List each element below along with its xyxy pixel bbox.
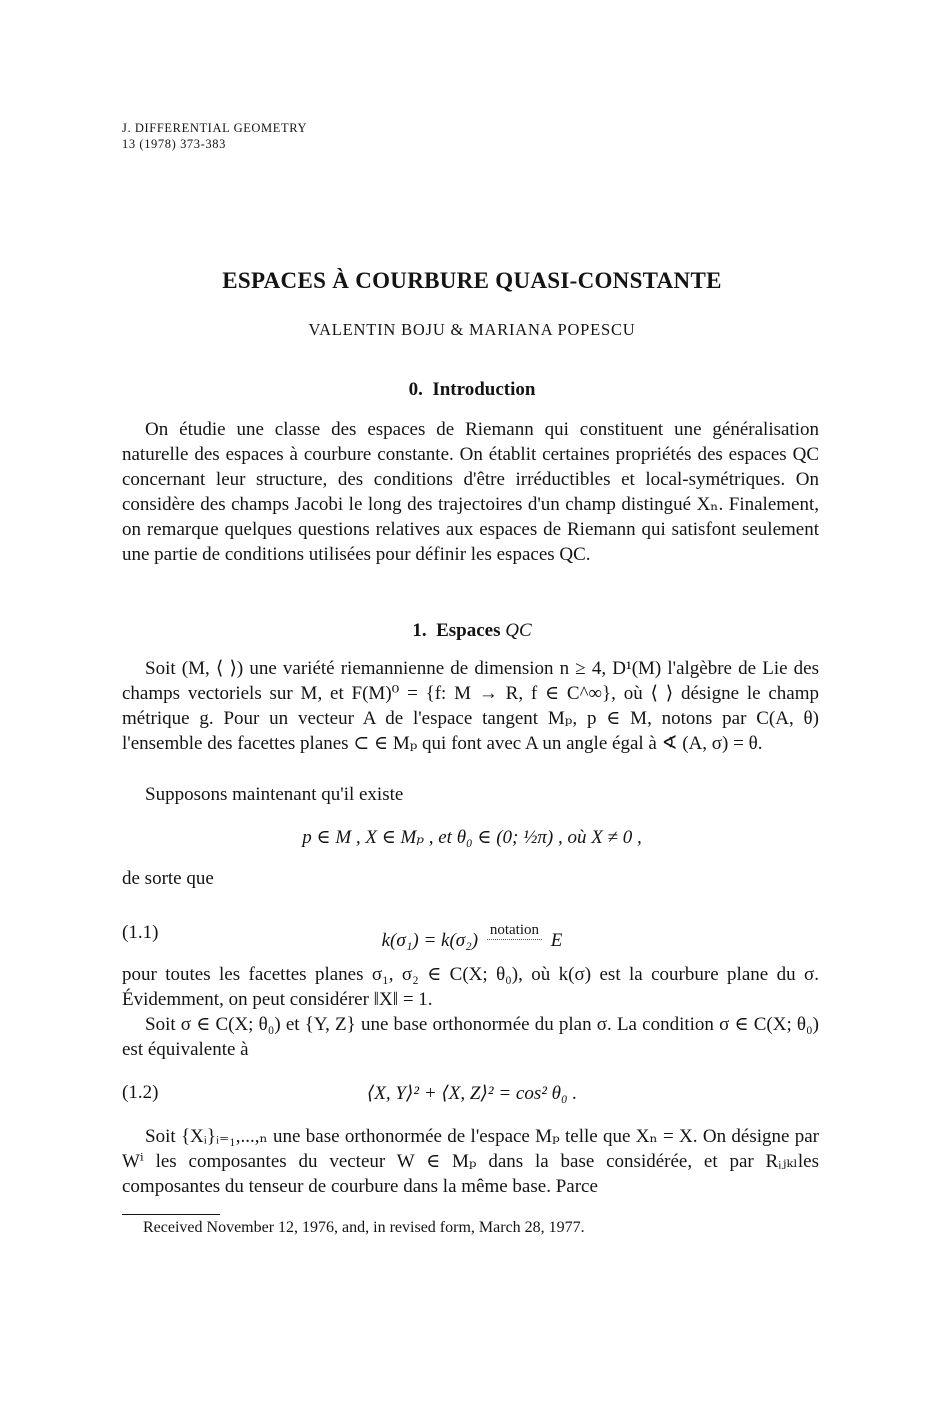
journal-name: J. DIFFERENTIAL GEOMETRY bbox=[122, 121, 308, 135]
equation-1-1-lhs: k(σ₁) = k(σ₂) bbox=[381, 930, 479, 951]
paragraph-composantes: Soit {Xᵢ}ᵢ₌₁,...,ₙ une base orthonormée de l'espace Mₚ telle que Xₙ = X. On désigne par Wⁱ les composantes du vecteur W ∈ Mₚ dans la base considérée, et par Rᵢⱼₖₗles composantes du tenseur de courbure dans la même base. Parce bbox=[122, 1126, 819, 1197]
equation-1-2: ⟨X, Y⟩² + ⟨X, Z⟩² = cos² θ₀ . bbox=[366, 1083, 578, 1104]
section-0-title: Introduction bbox=[432, 379, 536, 400]
section-1-title: Espaces bbox=[436, 620, 501, 641]
equation-1-1 bbox=[0, 922, 944, 952]
journal-reference: 13 (1978) 373-383 bbox=[122, 137, 226, 151]
paragraph-de-sorte: de sorte que bbox=[122, 868, 214, 889]
equation-1-1-number: (1.1) bbox=[122, 922, 159, 943]
equation-1-1-rhs: E bbox=[550, 930, 563, 951]
section-1-heading bbox=[0, 620, 944, 642]
paper-authors: VALENTIN BOJU & MARIANA POPESCU bbox=[308, 320, 636, 339]
paragraph-suppose: Supposons maintenant qu'il existe bbox=[145, 784, 404, 805]
footnote-rule bbox=[122, 1214, 220, 1215]
paragraph-base-orthonormee: Soit σ ∈ C(X; θ₀) et {Y, Z} une base orthonormée du plan σ. La condition σ ∈ C(X; θ₀) est équivalente à bbox=[122, 1014, 819, 1060]
section-1-suffix: QC bbox=[505, 620, 532, 641]
equation-1-2-number: (1.2) bbox=[122, 1082, 159, 1103]
section-0-heading bbox=[0, 379, 944, 401]
paragraph-facettes: pour toutes les facettes planes σ₁, σ₂ ∈ C(X; θ₀), où k(σ) est la courbure plane du σ. Évidemment, on peut considérer ‖X‖ = 1. bbox=[122, 964, 819, 1010]
paragraph-definition: Soit (M, ⟨ ⟩) une variété riemannienne de dimension n ≥ 4, D¹(M) l'algèbre de Lie des champs vectoriels sur M, et F(M)⁰ = {f: M → R, f ∈ C^∞}, où ⟨ ⟩ désigne le champ métrique g. Pour un vecteur A de l'espace tangent Mₚ, p ∈ M, notons par C(A, θ) l'ensemble des facettes planes ⊂ ∈ Mₚ qui font avec A un angle égal à ∢ (A, σ) = θ. bbox=[122, 658, 819, 754]
section-1-number: 1. bbox=[412, 620, 427, 641]
footnote-received: Received November 12, 1976, and, in revised form, March 28, 1977. bbox=[143, 1219, 585, 1236]
abstract-paragraph: On étudie une classe des espaces de Riemann qui constituent une généralisation naturelle des espaces à courbure constante. On établit certaines propriétés des espaces QC concernant leur structure, des conditions d'être irréductibles et local-symétriques. On considère des champs Jacobi le long des trajectoires d'un champ distingué Xₙ. Finalement, on remarque quelques questions relatives aux espaces de Riemann qui satisfont seulement une partie de conditions utilisées pour définir les espaces QC. bbox=[122, 419, 819, 565]
display-conditions: p ∈ M , X ∈ Mₚ , et θ₀ ∈ (0; ½π) , où X ≠ 0 , bbox=[302, 827, 642, 848]
paper-title: ESPACES À COURBURE QUASI-CONSTANTE bbox=[222, 268, 722, 293]
section-0-number: 0. bbox=[408, 379, 423, 400]
journal-header bbox=[122, 120, 307, 152]
equation-1-1-notation: notation bbox=[487, 922, 542, 940]
